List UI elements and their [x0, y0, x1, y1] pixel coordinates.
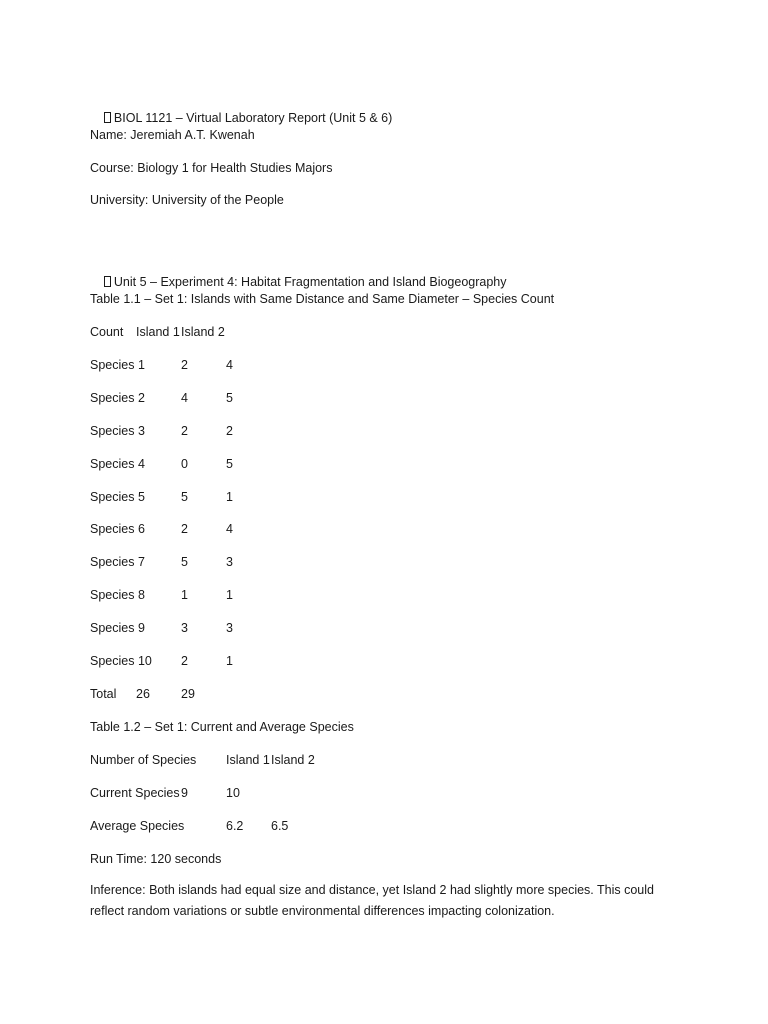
run-time: Run Time: 120 seconds	[90, 852, 222, 866]
table-cell-island1: 3	[181, 621, 188, 635]
table-cell-island2: 3	[226, 621, 233, 635]
table-cell-island1: 5	[181, 555, 188, 569]
table-cell-label: Species 3	[90, 424, 145, 438]
table2-header-number: Number of Species	[90, 753, 197, 767]
table-cell-label: Species 6	[90, 522, 145, 536]
table-cell-island2: 4	[226, 358, 233, 372]
table-total-label: Total	[90, 687, 117, 701]
table1-header-island2: Island 2	[181, 325, 225, 339]
table-cell-island2: 5	[226, 391, 233, 405]
table-cell-island2: 6.5	[271, 819, 289, 833]
report-title-text: BIOL 1121 – Virtual Laboratory Report (Unit 5 & 6)	[113, 111, 393, 125]
section-heading-text: Unit 5 – Experiment 4: Habitat Fragmentation and Island Biogeography	[113, 275, 507, 289]
missing-glyph-icon	[104, 112, 111, 123]
table-total-island2: 29	[181, 687, 195, 701]
table1-caption: Table 1.1 – Set 1: Islands with Same Distance and Same Diameter – Species Count	[90, 292, 555, 306]
table1-header-island1: Island 1	[136, 325, 180, 339]
table-cell-island1: 0	[181, 457, 188, 471]
table-cell-island2: 1	[226, 490, 233, 504]
table-cell-island1: 4	[181, 391, 188, 405]
table2-header-island2: Island 2	[271, 753, 315, 767]
table-cell-label: Species 5	[90, 490, 145, 504]
table-cell-island1: 2	[181, 358, 188, 372]
table2-caption: Table 1.2 – Set 1: Current and Average Species	[90, 720, 354, 734]
course-name: Course: Biology 1 for Health Studies Majors	[90, 161, 333, 175]
table-cell-label: Species 9	[90, 621, 145, 635]
table-cell-label: Species 8	[90, 588, 145, 602]
author-name: Name: Jeremiah A.T. Kwenah	[90, 128, 255, 142]
table-cell-label: Species 4	[90, 457, 145, 471]
table-cell-label: Average Species	[90, 819, 185, 833]
table2-header-island1: Island 1	[226, 753, 270, 767]
missing-glyph-icon	[104, 276, 111, 287]
table-cell-island1: 6.2	[226, 819, 244, 833]
table-cell-label: Species 10	[90, 654, 152, 668]
table-cell-island2: 10	[226, 786, 240, 800]
table-cell-island2: 3	[226, 555, 233, 569]
university-name: University: University of the People	[90, 193, 284, 207]
table1-header-count: Count	[90, 325, 124, 339]
table-cell-label: Species 1	[90, 358, 145, 372]
table-cell-island2: 1	[226, 654, 233, 668]
table-cell-label: Species 7	[90, 555, 145, 569]
table-cell-island1: 9	[181, 786, 188, 800]
table-cell-island1: 5	[181, 490, 188, 504]
table-cell-island1: 1	[181, 588, 188, 602]
table-cell-island2: 5	[226, 457, 233, 471]
table-cell-island1: 2	[181, 424, 188, 438]
inference-paragraph: Inference: Both islands had equal size and distance, yet Island 2 had slightly more species. This could reflect random variations or subtle environmental differences impacting colonization.	[90, 883, 654, 918]
table-cell-label: Current Species	[90, 786, 180, 800]
table-total-island1: 26	[136, 687, 150, 701]
table-cell-label: Species 2	[90, 391, 145, 405]
table-cell-island2: 1	[226, 588, 233, 602]
table-cell-island1: 2	[181, 522, 188, 536]
table-cell-island2: 2	[226, 424, 233, 438]
table-cell-island1: 2	[181, 654, 188, 668]
table-cell-island2: 4	[226, 522, 233, 536]
